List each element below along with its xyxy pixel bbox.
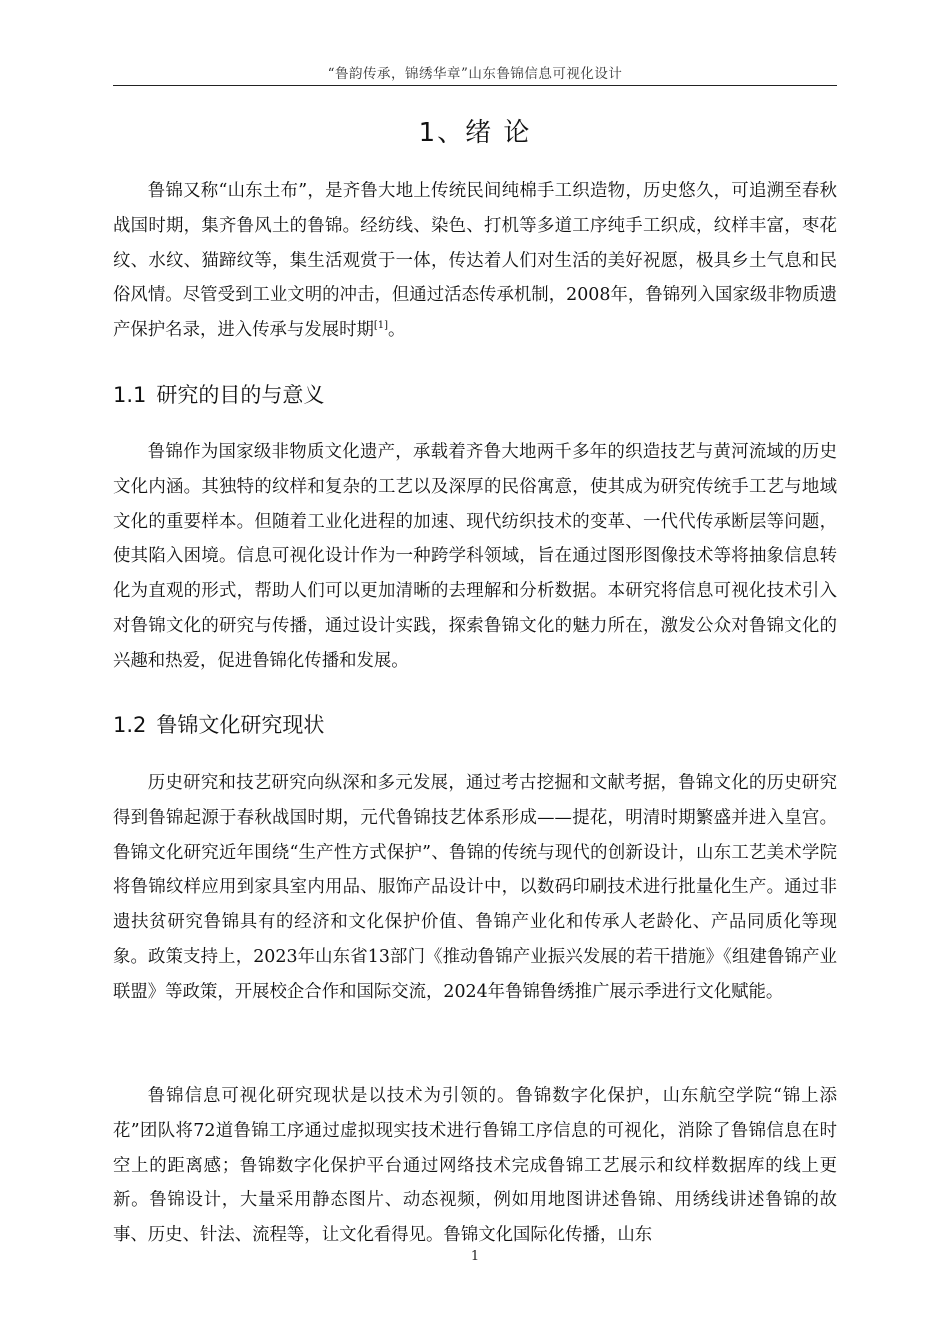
section-heading-1-1 [113,379,837,409]
page-number: 1 [470,1249,480,1264]
running-header: “鲁韵传承，锦绣华章”山东鲁锦信息可视化设计 [327,66,623,82]
section-number: 1.2 [113,713,147,737]
section-title: 鲁锦文化研究现状 [156,713,325,737]
section-heading-1-2 [113,709,837,739]
section-number: 1.1 [113,383,147,407]
header-rule [113,85,837,86]
intro-end: 。 [388,320,406,341]
intro-paragraph [113,174,837,348]
section-1-1-paragraph: 鲁锦作为国家级非物质文化遗产，承载着齐鲁大地两千多年的织造技艺与黄河流域的历史文化内涵。其独特的纹样和复杂的工艺以及深厚的民俗寓意，使其成为研究传统手工艺与地域文化的重要样本。但随着工业化进程的加速、现代纺织技术的变革、一代代传承断层等问题，使其陷入困境。信息可视化设计作为一种跨学科领域，旨在通过图形图像技术等将抽象信息转化为直观的形式，帮助人们可以更加清晰的去理解和分析数据。本研究将信息可视化技术引入对鲁锦文化的研究与传播，通过设计实践，探索鲁锦文化的魅力所在，激发公众对鲁锦文化的兴趣和热爱，促进鲁锦化传播和发展。 [113,442,837,671]
section-1-2-paragraph-1: 历史研究和技艺研究向纵深和多元发展，通过考古挖掘和文献考据，鲁锦文化的历史研究得到鲁锦起源于春秋战国时期，元代鲁锦技艺体系形成——提花，明清时期繁盛并进入皇宫。鲁锦文化研究近年围绕“生产性方式保护”、鲁锦的传统与现代的创新设计，山东工艺美术学院将鲁锦纹样应用到家具室内用品、服饰产品设计中，以数码印刷技术进行批量化生产。通过非遗扶贫研究鲁锦具有的经济和文化保护价值、鲁锦产业化和传承人老龄化、产品同质化等现象。政策支持上，2023年山东省13部门《推动鲁锦产业振兴发展的若干措施》《组建鲁锦产业联盟》等政策，开展校企合作和国际交流，2024年鲁锦鲁绣推广展示季进行文化赋能。 [113,773,837,1002]
intro-text: 鲁锦又称“山东土布”，是齐鲁大地上传统民间纯棉手工织造物，历史悠久，可追溯至春秋战国时期，集齐鲁风土的鲁锦。经纺线、染色、打机等多道工序纯手工织成，纹样丰富，枣花纹、水纹、猫蹄纹等，集生活观赏于一体，传达着人们对生活的美好祝愿，极具乡土气息和民俗风情。尽管受到工业文明的冲击，但通过活态传承机制，2008年，鲁锦列入国家级非物质遗产保护名录，进入传承与发展时期 [113,181,837,341]
section-title: 研究的目的与意义 [156,383,325,407]
citation-marker: [1] [373,320,389,332]
section-1-2-paragraph-2: 鲁锦信息可视化研究现状是以技术为引领的。鲁锦数字化保护，山东航空学院“锦上添花”团队将72道鲁锦工序通过虚拟现实技术进行鲁锦工序信息的可视化，消除了鲁锦信息在时空上的距离感；鲁锦数字化保护平台通过网络技术完成鲁锦工艺展示和纹样数据库的线上更新。鲁锦设计，大量采用静态图片、动态视频，例如用地图讲述鲁锦、用绣线讲述鲁锦的故事、历史、针法、流程等，让文化看得见。鲁锦文化国际化传播，山东 [113,1086,837,1246]
chapter-title: 1、绪 论 [418,118,532,148]
